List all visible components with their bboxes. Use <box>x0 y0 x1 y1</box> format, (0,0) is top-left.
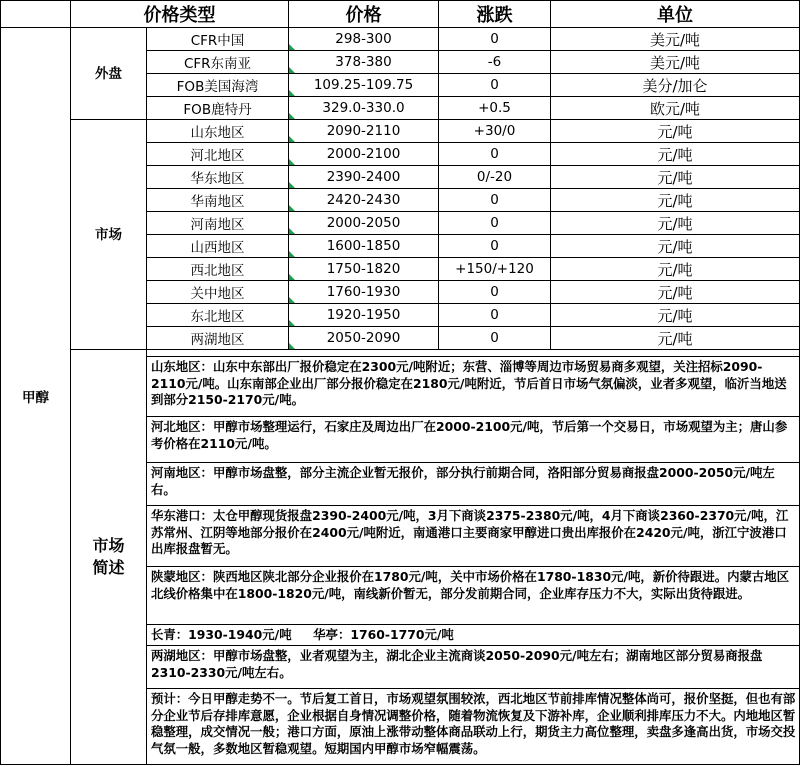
note-shaanxi-inner-mongolia: 陕蒙地区：陕西地区陕北部分企业报价在1780元/吨，关中市场价格在1780-1830元/吨，新价待跟进。内蒙古地区北线价格集中在1800-1820元/吨，南线新价暂无，部分发前期合同，企业库存压力不大，实际出货待跟进。 <box>147 567 800 625</box>
market-group-label: 市场 <box>71 120 147 350</box>
header-corner-cell <box>1 1 71 28</box>
unit-cell: 元/吨 <box>551 189 800 212</box>
green-corner-marker <box>289 343 295 349</box>
region-cell: 东北地区 <box>147 304 289 327</box>
note-changqing-huating: 长青：1930-1940元/吨 华亭：1760-1770元/吨 <box>147 625 800 646</box>
region-cell: 华南地区 <box>147 189 289 212</box>
unit-cell: 元/吨 <box>551 166 800 189</box>
change-cell: 0 <box>439 143 551 166</box>
region-cell: 山西地区 <box>147 235 289 258</box>
note-row <box>1 350 800 357</box>
change-cell: 0 <box>439 28 551 51</box>
price-cell: 378-380 <box>289 51 439 74</box>
unit-cell: 美元/吨 <box>551 28 800 51</box>
header-row <box>1 1 800 28</box>
note-forecast: 预计：今日甲醇走势不一。节后复工首日，市场观望氛围较浓，西北地区节前排库情况整体尚可，报价坚挺，但也有部分企业节后存排库意愿，企业根据自身情况调整价格，随着物流恢复及下游补库，企业顺利排库压力不大。内地地区暂稳整理，成交情况一般；港口方面，原油上涨带动整体商品联动上行，期货主力高位整理，卖盘多逢高出货，市场交投气氛一般，多数地区暂稳观望。短期国内甲醇市场窄幅震荡。 <box>147 689 800 765</box>
green-corner-marker <box>289 182 295 188</box>
note-henan: 河南地区：甲醇市场盘整，部分主流企业暂无报价，部分执行前期合同，洛阳部分贸易商报盘2000-2050元/吨左右。 <box>147 463 800 506</box>
region-cell: 西北地区 <box>147 258 289 281</box>
unit-cell: 元/吨 <box>551 327 800 350</box>
region-cell: CFR中国 <box>147 28 289 51</box>
price-cell: 1920-1950 <box>289 304 439 327</box>
price-cell: 2000-2100 <box>289 143 439 166</box>
note-east-port: 华东港口：太仓甲醇现货报盘2390-2400元/吨，3月下商谈2375-2380元/吨，4月下商谈2360-2370元/吨，江苏常州、江阴等地部分报价在2400元/吨附近，南通港口主要商家甲醇进口贵出库报价在2420元/吨，浙江宁波港口出库报盘暂无。 <box>147 506 800 567</box>
change-cell: 0 <box>439 235 551 258</box>
price-cell: 1760-1930 <box>289 281 439 304</box>
unit-cell: 元/吨 <box>551 235 800 258</box>
price-cell: 2090-2110 <box>289 120 439 143</box>
region-cell: 华东地区 <box>147 166 289 189</box>
region-cell: 河南地区 <box>147 212 289 235</box>
region-cell: CFR东南亚 <box>147 51 289 74</box>
header-change: 涨跌 <box>439 1 551 28</box>
change-cell: 0/-20 <box>439 166 551 189</box>
change-cell: 0 <box>439 74 551 97</box>
change-cell: 0 <box>439 189 551 212</box>
note-spacer <box>147 350 800 357</box>
change-cell: +150/+120 <box>439 258 551 281</box>
unit-cell: 元/吨 <box>551 120 800 143</box>
change-cell: +0.5 <box>439 97 551 120</box>
price-cell: 2390-2400 <box>289 166 439 189</box>
price-cell: 1600-1850 <box>289 235 439 258</box>
region-cell: 山东地区 <box>147 120 289 143</box>
note-lianghu: 两湖地区：甲醇市场盘整，业者观望为主，湖北企业主流商谈2050-2090元/吨左右；湖南地区部分贸易商报盘2310-2330元/吨左右。 <box>147 646 800 689</box>
green-corner-marker <box>289 113 295 119</box>
product-name: 甲醇 <box>1 28 71 765</box>
green-corner-marker <box>289 251 295 257</box>
region-cell: FOB美国海湾 <box>147 74 289 97</box>
unit-cell: 欧元/吨 <box>551 97 800 120</box>
region-cell: FOB鹿特丹 <box>147 97 289 120</box>
unit-cell: 元/吨 <box>551 212 800 235</box>
region-cell: 两湖地区 <box>147 327 289 350</box>
green-corner-marker <box>289 159 295 165</box>
price-cell: 1750-1820 <box>289 258 439 281</box>
green-corner-marker <box>289 228 295 234</box>
external-group-label: 外盘 <box>71 28 147 120</box>
green-corner-marker <box>289 297 295 303</box>
green-corner-marker <box>289 205 295 211</box>
price-cell: 109.25-109.75 <box>289 74 439 97</box>
price-cell: 2420-2430 <box>289 189 439 212</box>
green-corner-marker <box>289 274 295 280</box>
price-cell: 2050-2090 <box>289 327 439 350</box>
table-row <box>1 28 800 51</box>
note-hebei: 河北地区：甲醇市场整理运行，石家庄及周边出厂在2000-2100元/吨，节后第一个交易日，市场观望为主；唐山参考价格在2110元/吨。 <box>147 417 800 463</box>
change-cell: -6 <box>439 51 551 74</box>
summary-group-label: 市场 简述 <box>71 350 147 765</box>
unit-cell: 美分/加仑 <box>551 74 800 97</box>
change-cell: +30/0 <box>439 120 551 143</box>
green-corner-marker <box>289 67 295 73</box>
note-shandong: 山东地区：山东中东部出厂报价稳定在2300元/吨附近；东营、淄博等周边市场贸易商多观望，关注招标2090-2110元/吨。山东南部企业出厂部分报价稳定在2180元/吨附近，节后首日市场气氛偏淡，业者多观望，临沂当地送到部分2150-2170元/吨。 <box>147 357 800 417</box>
table-row <box>1 120 800 143</box>
price-cell: 329.0-330.0 <box>289 97 439 120</box>
change-cell: 0 <box>439 304 551 327</box>
unit-cell: 元/吨 <box>551 281 800 304</box>
price-cell: 2000-2050 <box>289 212 439 235</box>
header-price-type: 价格类型 <box>71 1 289 28</box>
header-unit: 单位 <box>551 1 800 28</box>
unit-cell: 元/吨 <box>551 258 800 281</box>
header-price: 价格 <box>289 1 439 28</box>
change-cell: 0 <box>439 327 551 350</box>
unit-cell: 元/吨 <box>551 304 800 327</box>
change-cell: 0 <box>439 212 551 235</box>
change-cell: 0 <box>439 281 551 304</box>
region-cell: 河北地区 <box>147 143 289 166</box>
green-corner-marker <box>289 44 295 50</box>
green-corner-marker <box>289 320 295 326</box>
price-cell: 298-300 <box>289 28 439 51</box>
unit-cell: 元/吨 <box>551 143 800 166</box>
green-corner-marker <box>289 136 295 142</box>
unit-cell: 美元/吨 <box>551 51 800 74</box>
green-corner-marker <box>289 90 295 96</box>
region-cell: 关中地区 <box>147 281 289 304</box>
